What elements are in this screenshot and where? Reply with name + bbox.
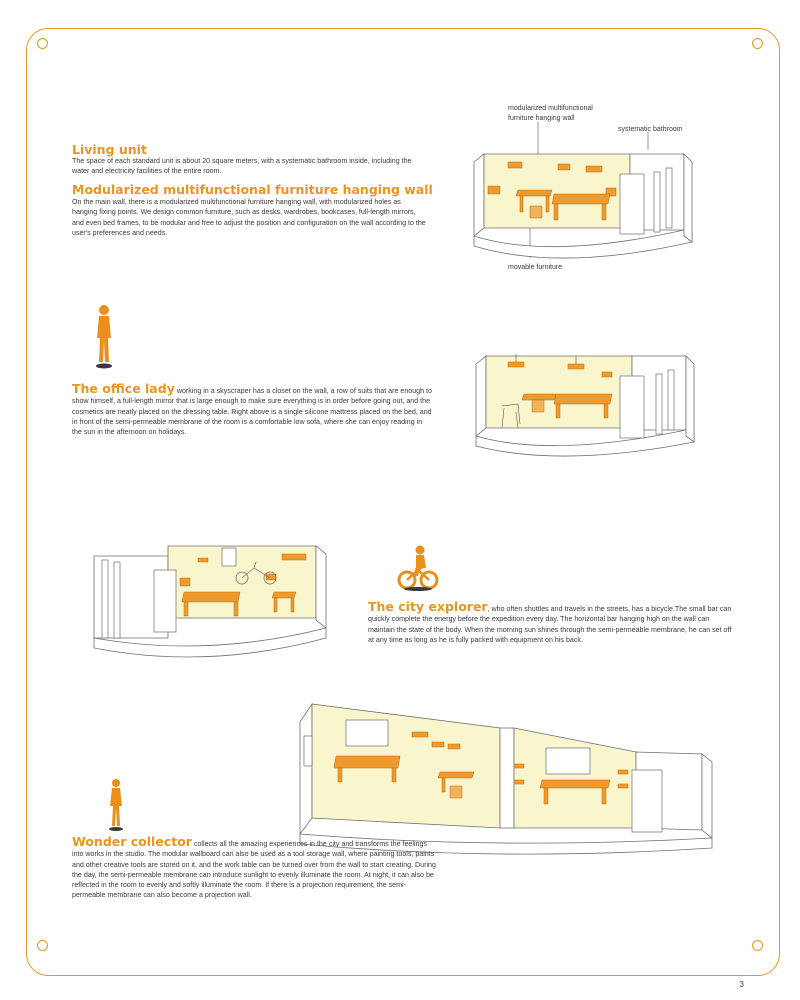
corner-dot-top-right: [752, 38, 763, 49]
city-explorer-text: , who often shuttles and travels in the streets, has a bicycle.The small bar can quickly complete the energy before the expedition every day. The horizontal bar hanging high on the wall can maintain the state of the body. When the morning sun shines through the semi-permeable membrane, he can set off at any time as long as he is fully packed with equipment on his back.: [368, 605, 732, 644]
city-explorer-figure: [398, 544, 438, 592]
office-lady-paragraph: [72, 383, 432, 437]
corner-dot-bottom-right: [752, 940, 763, 951]
office-lady-room-diagram: [472, 336, 702, 456]
city-explorer-paragraph: [368, 601, 733, 645]
living-unit-title: Living unit: [72, 142, 147, 157]
wonder-collector-paragraph: [72, 836, 437, 901]
hanging-wall-text: On the main wall, there is a modularized multifunctional furniture hanging wall, with modularized holes as hanging fixing points. We design common furniture, such as desks, wardrobes, bookcases, full-length mirrors, and even bed frames, to be modular and free to adjust the position and configuration on the wall according to the user's preferences and needs.: [72, 198, 426, 237]
living-unit-diagram: [470, 110, 700, 270]
wonder-collector-studio-diagram: [296, 700, 716, 850]
city-explorer-title: The city explorer: [368, 599, 488, 614]
wonder-collector-title: Wonder collector: [72, 834, 192, 849]
callout-bathroom: systematic bathroom: [618, 126, 683, 133]
wonder-collector-text: collects all the amazing experiences in the city and transforms the feelings into works in the studio. The modular wallboard can also be used as a tool storage wall, where painting tools, paints and other creative tools are stored on it, and the work table can be turned over from the wall to start creating. During the day, the semi-permeable membrane can introduce sunlight to evenly illuminate the room. At night, it can also be reflected in the room to evenly and softly illuminate the room. If there is a projection requirement, the semi-permeable membrane can also become a projection wall.: [72, 840, 436, 900]
wonder-collector-figure: [106, 778, 126, 832]
office-lady-figure: [92, 304, 116, 370]
city-explorer-room-diagram: [88, 540, 328, 660]
office-lady-text: working in a skyscraper has a closet on the wall, a row of suits that are enough to show himself, a full-length mirror that is large enough to make sure everything is in order before going out, and the cosmetics are neatly placed on the dressing table. Right above is a single silicone mattress placed on the bed, and in front of the semi-permeable membrane of the room is a comfortable low sofa, where she can enjoy reading in the sun in the afternoon on holidays.: [72, 387, 432, 437]
office-lady-title: The office lady: [72, 381, 175, 396]
hanging-wall-title: Modularized multifunctional furniture hanging wall: [72, 182, 433, 197]
callout-movable-furniture: movable furniture: [508, 264, 563, 271]
page-number: 3: [739, 980, 744, 989]
callout-hanging-wall: modularized multifunctional furniture hanging wall: [508, 105, 593, 122]
corner-dot-bottom-left: [37, 940, 48, 951]
living-unit-text: The space of each standard unit is about 20 square meters, with a systematic bathroom inside, including the water and electricity facilities of the entire room.: [72, 157, 412, 176]
corner-dot-top-left: [37, 38, 48, 49]
